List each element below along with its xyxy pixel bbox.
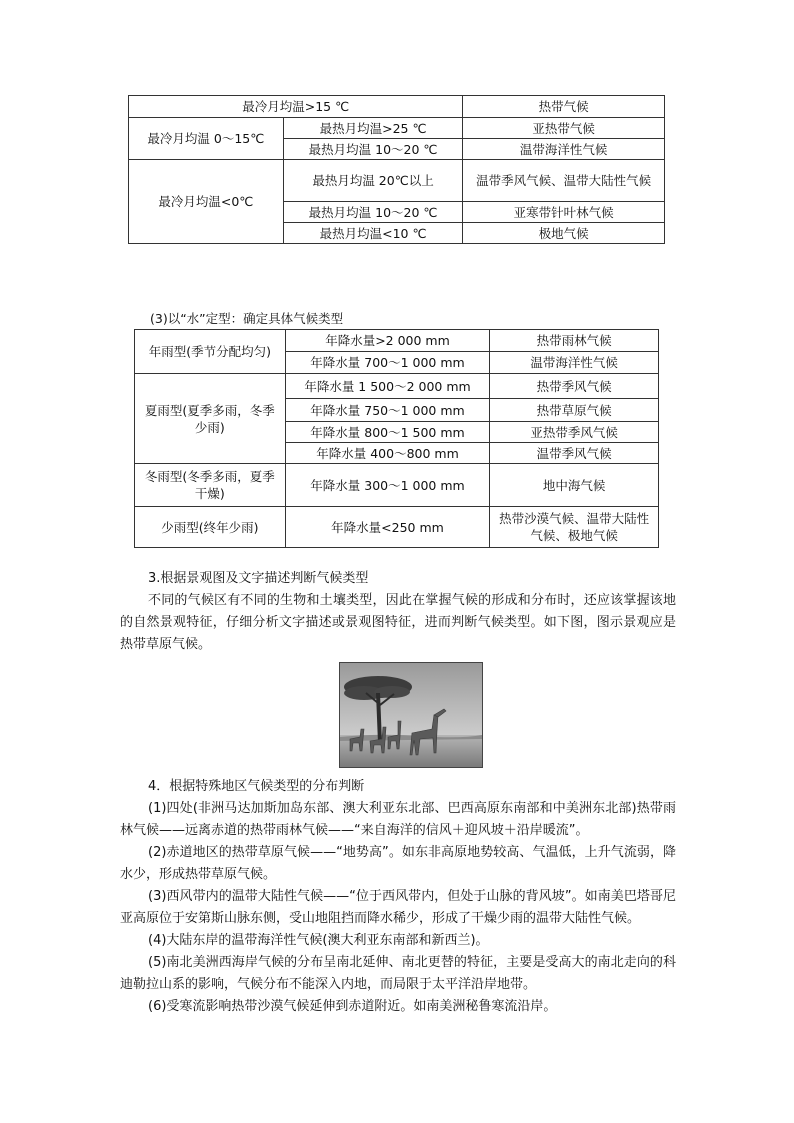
table-cell: 最冷月均温>15 ℃: [129, 96, 463, 118]
section-3-heading: 3.根据景观图及文字描述判断气候类型: [148, 571, 369, 586]
table-cell: 年降水量 1 500～2 000 mm: [285, 374, 490, 399]
table-cell: 亚寒带针叶林气候: [463, 202, 665, 223]
table-cell: 最热月均温 20℃以上: [283, 160, 463, 202]
section-3: [120, 568, 676, 656]
table-cell: 热带雨林气候: [490, 330, 659, 352]
table-cell: 年降水量 700～1 000 mm: [285, 352, 490, 374]
table-cell: 地中海气候: [490, 464, 659, 507]
table-cell: 年降水量>2 000 mm: [285, 330, 490, 352]
table-cell: 温带海洋性气候: [463, 139, 665, 160]
section-3-caption: (3)以“水”定型：确定具体气候类型: [150, 311, 344, 326]
section-4-heading: 4．根据特殊地区气候类型的分布判断: [148, 779, 365, 794]
table-cell: 温带海洋性气候: [490, 352, 659, 374]
table-cell: 冬雨型(冬季多雨，夏季干燥): [135, 464, 286, 507]
table-cell: 年降水量 750～1 000 mm: [285, 399, 490, 422]
precipitation-climate-table: [134, 329, 659, 548]
table-cell: 热带草原气候: [490, 399, 659, 422]
table-cell: 温带季风气候、温带大陆性气候: [463, 160, 665, 202]
table-cell: 最冷月均温 0～15℃: [129, 118, 284, 160]
table-cell: 极地气候: [463, 223, 665, 244]
table-cell: 夏雨型(夏季多雨，冬季少雨): [135, 374, 286, 464]
table-cell: 亚热带季风气候: [490, 422, 659, 443]
list-item: (2)赤道地区的热带草原气候——“地势高”。如东非高原地势较高、气温低，上升气流弱，降水少，形成热带草原气候。: [120, 845, 676, 882]
savanna-image: [340, 663, 482, 767]
savanna-photo: [339, 662, 483, 768]
table-cell: 最冷月均温<0℃: [129, 160, 284, 244]
section-3-body: 不同的气候区有不同的生物和土壤类型，因此在掌握气候的形成和分布时，还应该掌握该地的自然景观特征，仔细分析文字描述或景观图特征，进而判断气候类型。如下图，图示景观应是热带草原气候。: [120, 593, 676, 652]
table-cell: 热带气候: [463, 96, 665, 118]
list-item: (6)受寒流影响热带沙漠气候延伸到赤道附近。如南美洲秘鲁寒流沿岸。: [148, 999, 557, 1014]
table-cell: 温带季风气候: [490, 443, 659, 464]
list-item: (1)四处(非洲马达加斯加岛东部、澳大利亚东北部、巴西高原东南部和中美洲东北部)热带雨林气候——远离赤道的热带雨林气候——“来自海洋的信风＋迎风坡＋沿岸暖流”。: [120, 801, 676, 838]
list-item: (4)大陆东岸的温带海洋性气候(澳大利亚东南部和新西兰)。: [148, 933, 489, 948]
table-cell: 年降水量<250 mm: [285, 507, 490, 548]
table-cell: 热带沙漠气候、温带大陆性气候、极地气候: [490, 507, 659, 548]
section-4: [120, 776, 676, 1018]
table-cell: 年降水量 300～1 000 mm: [285, 464, 490, 507]
table-cell: 年降水量 800～1 500 mm: [285, 422, 490, 443]
temperature-climate-table: [128, 95, 665, 244]
table-cell: 少雨型(终年少雨): [135, 507, 286, 548]
table-cell: 年雨型(季节分配均匀): [135, 330, 286, 374]
table-cell: 最热月均温 10～20 ℃: [283, 139, 463, 160]
table-cell: 热带季风气候: [490, 374, 659, 399]
list-item: (5)南北美洲西海岸气候的分布呈南北延伸、南北更替的特征，主要是受高大的南北走向的科迪勒拉山系的影响，气候分布不能深入内地，而局限于太平洋沿岸地带。: [120, 955, 676, 992]
table-cell: 年降水量 400～800 mm: [285, 443, 490, 464]
list-item: (3)西风带内的温带大陆性气候——“位于西风带内，但处于山脉的背风坡”。如南美巴塔哥尼亚高原位于安第斯山脉东侧，受山地阻挡而降水稀少，形成了干燥少雨的温带大陆性气候。: [120, 889, 676, 926]
table-cell: 最热月均温 10～20 ℃: [283, 202, 463, 223]
table-cell: 最热月均温<10 ℃: [283, 223, 463, 244]
table-cell: 亚热带气候: [463, 118, 665, 139]
table-cell: 最热月均温>25 ℃: [283, 118, 463, 139]
